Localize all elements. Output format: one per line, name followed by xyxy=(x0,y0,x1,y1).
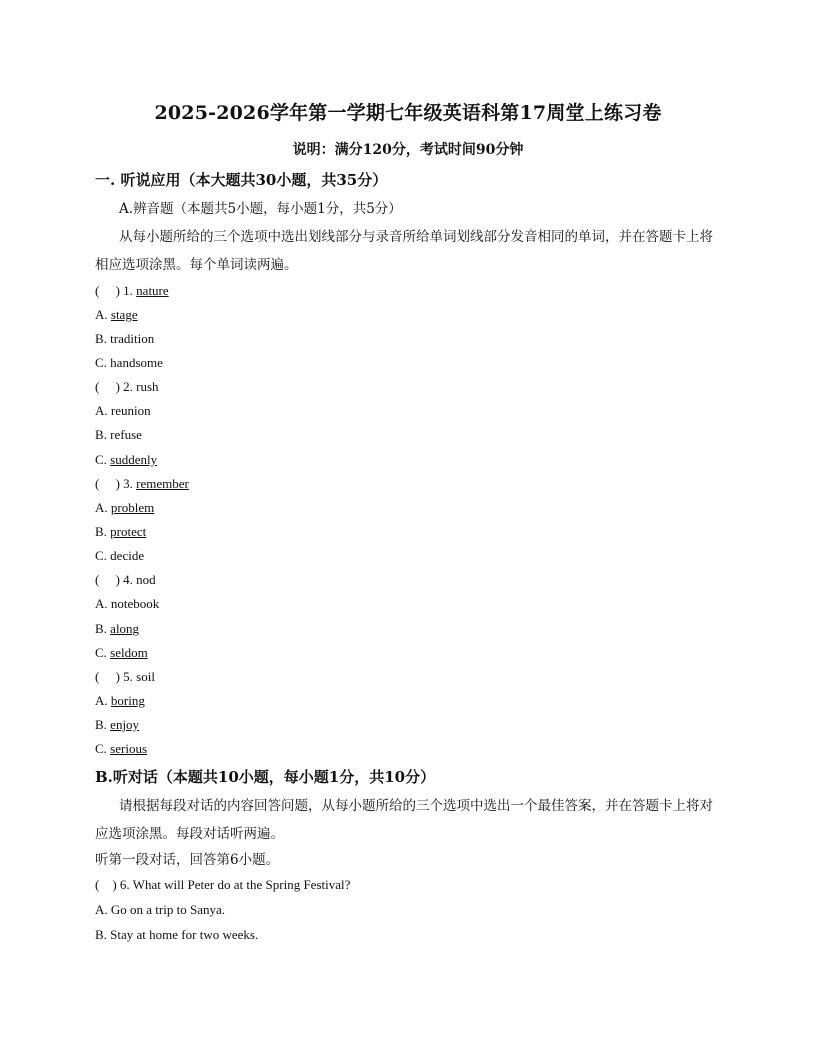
option-c: C. seldom xyxy=(95,645,148,660)
option-a: A. problem xyxy=(95,500,155,515)
question-4: ( ) 4. nod xyxy=(95,572,156,587)
question-3: ( ) 3. remember xyxy=(95,476,189,491)
option-b: B. refuse xyxy=(95,427,142,442)
option-a: A. notebook xyxy=(95,596,160,611)
option-c: C. decide xyxy=(95,548,145,563)
option-b: B. along xyxy=(95,621,140,636)
question-6: ( ) 6. What will Peter do at the Spring Festival? xyxy=(95,877,351,892)
option-b: B. tradition xyxy=(95,331,155,346)
section-heading-listening: 一. 听说应用（本大题共30小题，共35分） xyxy=(95,171,388,189)
target-word: soil xyxy=(136,669,155,684)
question-1: ( ) 1. nature xyxy=(95,283,169,298)
dialogue-1-prompt: 听第一段对话，回答第6小题。 xyxy=(95,852,280,868)
option-b: B. Stay at home for two weeks. xyxy=(95,927,259,942)
target-word: remember xyxy=(136,476,189,491)
option-c: C. serious xyxy=(95,741,148,756)
option-a: A. Go on a trip to Sanya. xyxy=(95,902,225,917)
target-word: nod xyxy=(136,572,156,587)
option-c: C. suddenly xyxy=(95,452,158,467)
option-c: C. handsome xyxy=(95,355,163,370)
option-b: B. enjoy xyxy=(95,717,140,732)
option-a: A. reunion xyxy=(95,403,151,418)
option-a: A. boring xyxy=(95,693,145,708)
part-b-instructions: 请根据每段对话的内容回答问题，从每小题所给的三个选项中选出一个最佳答案，并在答题卡上将对应选项涂黑。每段对话听两遍。 xyxy=(95,798,713,842)
part-a-instructions: 从每小题所给的三个选项中选出划线部分与录音所给单词划线部分发音相同的单词，并在答题卡上将相应选项涂黑。每个单词读两遍。 xyxy=(95,229,713,273)
question-2: ( ) 2. rush xyxy=(95,379,159,394)
page-title: 2025-2026学年第一学期七年级英语科第17周堂上练习卷 xyxy=(154,102,662,124)
question-5: ( ) 5. soil xyxy=(95,669,155,684)
part-b-heading: B.听对话（本题共10小题，每小题1分，共10分） xyxy=(95,768,436,786)
target-word: rush xyxy=(136,379,159,394)
target-word: nature xyxy=(136,283,169,298)
option-a: A. stage xyxy=(95,307,138,322)
part-a-heading: A.辨音题（本题共5小题，每小题1分，共5分） xyxy=(119,201,402,217)
option-b: B. protect xyxy=(95,524,147,539)
exam-instructions: 说明：满分120分，考试时间90分钟 xyxy=(292,142,524,158)
